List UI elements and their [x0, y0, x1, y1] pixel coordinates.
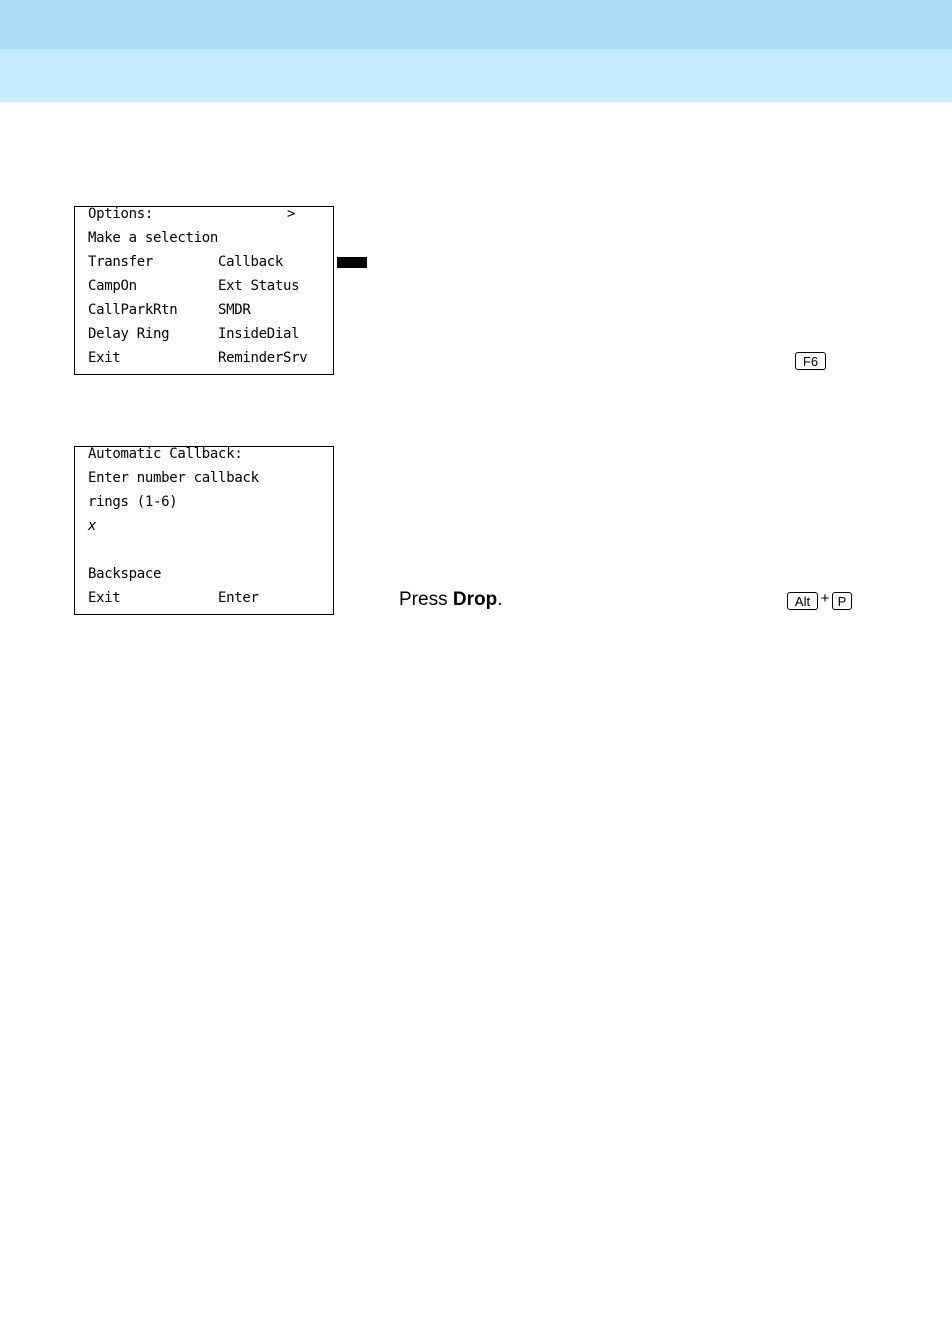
more-options-arrow[interactable]: >: [287, 206, 296, 222]
option-smdr[interactable]: SMDR: [218, 302, 251, 318]
option-callback[interactable]: Callback: [218, 254, 284, 270]
option-ext-status[interactable]: Ext Status: [218, 278, 300, 294]
p-key[interactable]: P: [832, 592, 852, 610]
press-drop-instruction: [399, 589, 502, 611]
option-insidedial[interactable]: InsideDial: [218, 326, 300, 342]
enter-option[interactable]: Enter: [218, 590, 259, 606]
option-delay-ring[interactable]: Delay Ring: [88, 326, 170, 342]
option-transfer[interactable]: Transfer: [88, 254, 154, 270]
drop-label: Drop: [452, 589, 498, 610]
option-remindersrv[interactable]: ReminderSrv: [218, 350, 308, 366]
alt-key[interactable]: Alt: [787, 592, 818, 610]
instruction-suffix: .: [497, 589, 503, 610]
option-callparkrtn[interactable]: CallParkRtn: [88, 302, 178, 318]
callback-prompt-line1: Enter number callback: [88, 470, 259, 486]
instruction-prefix: Press: [399, 589, 453, 610]
options-prompt: Make a selection: [88, 230, 219, 246]
exit-option[interactable]: Exit: [88, 590, 121, 606]
header-band-top: [0, 0, 952, 49]
option-exit[interactable]: Exit: [88, 350, 121, 366]
f6-key[interactable]: F6: [795, 352, 826, 370]
header-band-bottom: [0, 49, 952, 102]
options-display-screen: [74, 206, 334, 375]
callback-title: Automatic Callback:: [88, 446, 243, 462]
backspace-option[interactable]: Backspace: [88, 566, 162, 582]
options-title: Options:: [88, 206, 154, 222]
selection-pointer-icon: [337, 257, 367, 268]
callback-display-screen: [74, 446, 334, 615]
callback-rings-value[interactable]: x: [88, 518, 97, 534]
plus-sign: +: [820, 590, 830, 607]
option-campon[interactable]: CampOn: [88, 278, 137, 294]
callback-prompt-line2: rings (1-6): [88, 494, 178, 510]
